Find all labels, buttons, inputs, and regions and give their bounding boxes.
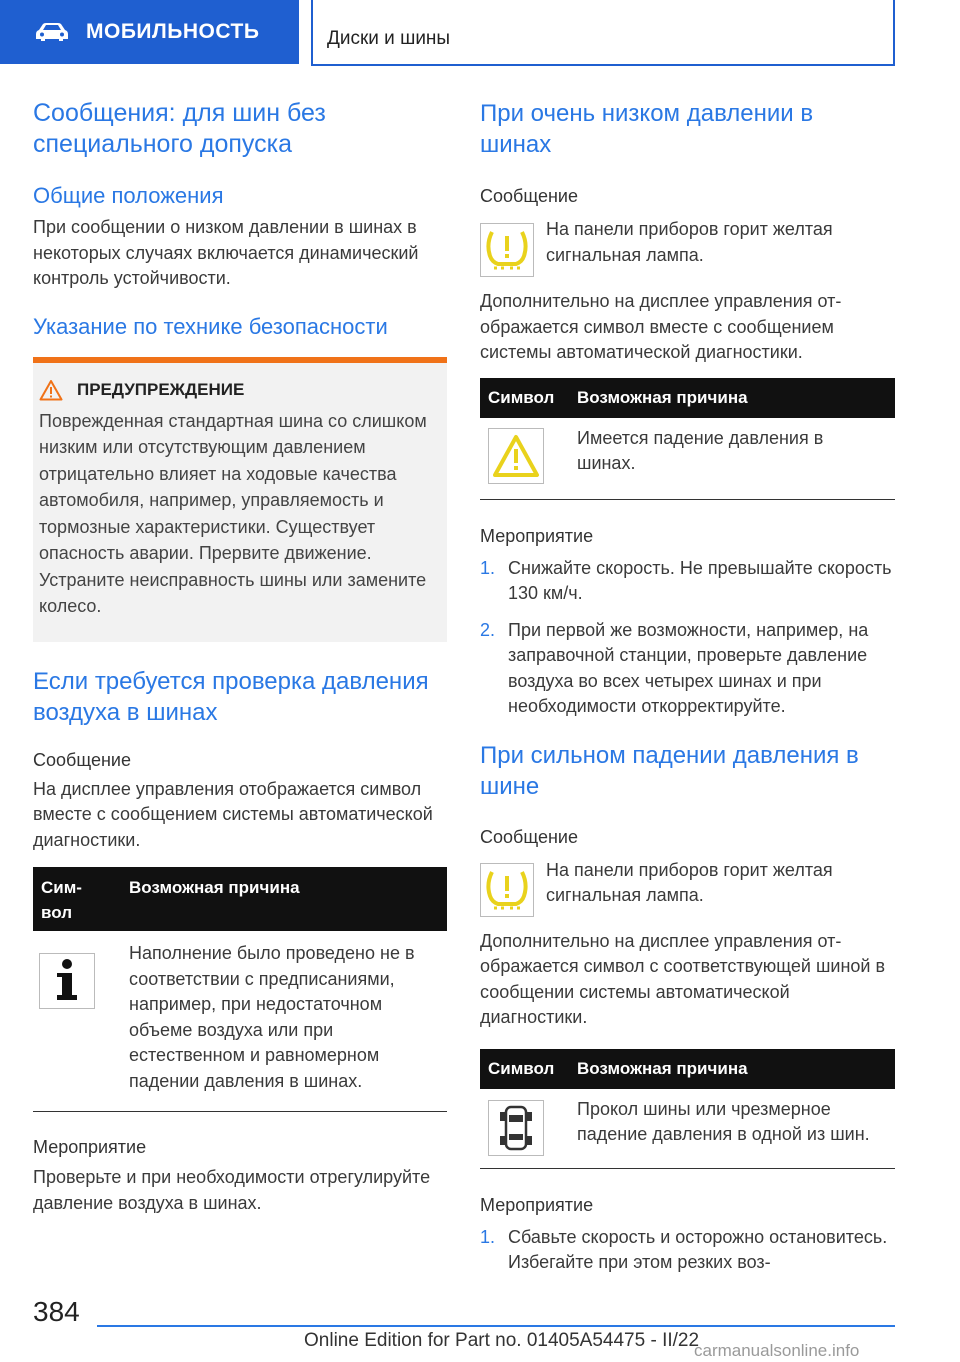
paragraph-general: При сообщении о низком давлении в шинах в некоторых случаях включается динамический контроль устойчивости. [33,217,419,288]
warning-text: Поврежденная стандартная шина со слишком низким или отсутствующим давлением отрицательно влияет на ходовые качества автомобиля, например, управляемость и тормозные характеристики. Существует опасность аварии. Прервите движение. Устраните неисправность шины или замените колесо. [39,410,427,616]
table1-row-text: Имеется падение давления в шинах. [577,427,824,473]
right-column [480,98,895,1287]
car-icon [34,21,70,43]
heading-very-low: При очень низком давлении в шинах [480,100,814,158]
table-col-cause: Возможная причина [129,878,300,897]
footer-divider [97,1325,895,1327]
warning-label: ПРЕДУПРЕЖДЕНИЕ [77,379,245,399]
measure-label-1: Мероприятие [480,525,594,546]
table-row-text: Наполнение было проведено не в соответствии с предписаниями, например, при недостаточном объеме воздуха или при естественном и равномерном падении давления в шинах. [129,943,415,1091]
measure-label-2: Мероприятие [480,1194,594,1215]
heading-strong-drop: При сильном падении давления в шине [480,741,859,800]
measure-text: Проверьте и при необходимости отрегулируйте давление воздуха в шинах. [33,1167,431,1213]
section-tab [0,0,299,64]
table-col-symbol: Сим-вол [41,878,82,922]
warning-symbol [488,428,544,484]
list-item: 1. Снижайте скорость. Не превышайте скорость 130 км/ч. [480,557,892,603]
list-item: 2. При первой же возможности, например, на заправочной станции, проверьте давление воздуха во всех четырех шинах и при необходимости откорректируйте. [480,619,869,716]
car-top-view-icon [498,1104,534,1152]
table2-row [480,1089,895,1169]
table-header [33,867,447,931]
message-label-2: Сообщение [480,826,578,847]
tire-pressure-warning-icon [484,868,530,912]
tpms-lamp-symbol-2 [480,863,534,917]
measure-label: Мероприятие [33,1137,147,1157]
steps-list-2 [480,1225,895,1276]
page-number: 384 [33,1296,80,1327]
chapter-header [311,0,895,66]
table-header-2 [480,1049,895,1089]
watermark: carmanualsonline.info [694,1341,860,1360]
heading-general: Общие положения [33,183,224,208]
lamp-text-1: На панели приборов горит желтая сигнальная лампа. [546,219,833,265]
info-symbol [39,953,95,1009]
heading-safety: Указание по технике безопасности [33,313,388,339]
message-text: На дисплее управления отображается символ вместе с сообщением системы автоматической диагностики. [33,778,433,850]
list-item: 1. Сбавьте скорость и осторожно остановитесь. Избегайте при этом резких воз- [480,1226,888,1272]
steps-list-1 [480,556,895,720]
warning-triangle-icon [39,379,63,401]
tire-pressure-warning-icon [484,228,530,272]
lamp-text-2: На панели приборов горит желтая сигнальная лампа. [546,859,833,905]
message-label: Сообщение [33,749,131,770]
car-tire-symbol [488,1100,544,1156]
table-row [33,931,447,1112]
table1-col-cause: Возможная причина [577,387,748,407]
table1-row [480,418,895,500]
warning-triangle-icon [492,434,540,478]
table2-col-cause: Возможная причина [577,1058,748,1078]
tpms-lamp-symbol-1 [480,223,534,277]
heading-check-pressure: Если требуется проверка давления воздуха в шинах [33,667,429,726]
table2-row-text: Прокол шины или чрезмерное падение давления в одной из шин. [577,1098,870,1144]
message-label-1: Сообщение [480,186,578,206]
table1-col-symbol: Символ [488,387,555,407]
table2-col-symbol: Символ [488,1058,555,1078]
heading-messages: Сообщения: для шин без специального допуска [33,99,326,158]
display-text-2: Дополнительно на дисплее управления отображается символ с соответствующей шиной в сообщении системы автоматической диагностики. [480,930,886,1027]
table-header-1 [480,378,895,418]
edition-text: Online Edition for Part no. 01405A54475 - II/22 [304,1330,700,1351]
chapter-title: Диски и шины [327,28,451,49]
info-icon [47,957,87,1005]
left-column [33,98,447,1216]
warning-box [33,363,447,642]
section-title: МОБИЛЬНОСТЬ [86,20,260,43]
display-text-1: Дополнительно на дисплее управления отображается символ вместе с сообщением системы автоматической диагностики. [480,291,842,362]
